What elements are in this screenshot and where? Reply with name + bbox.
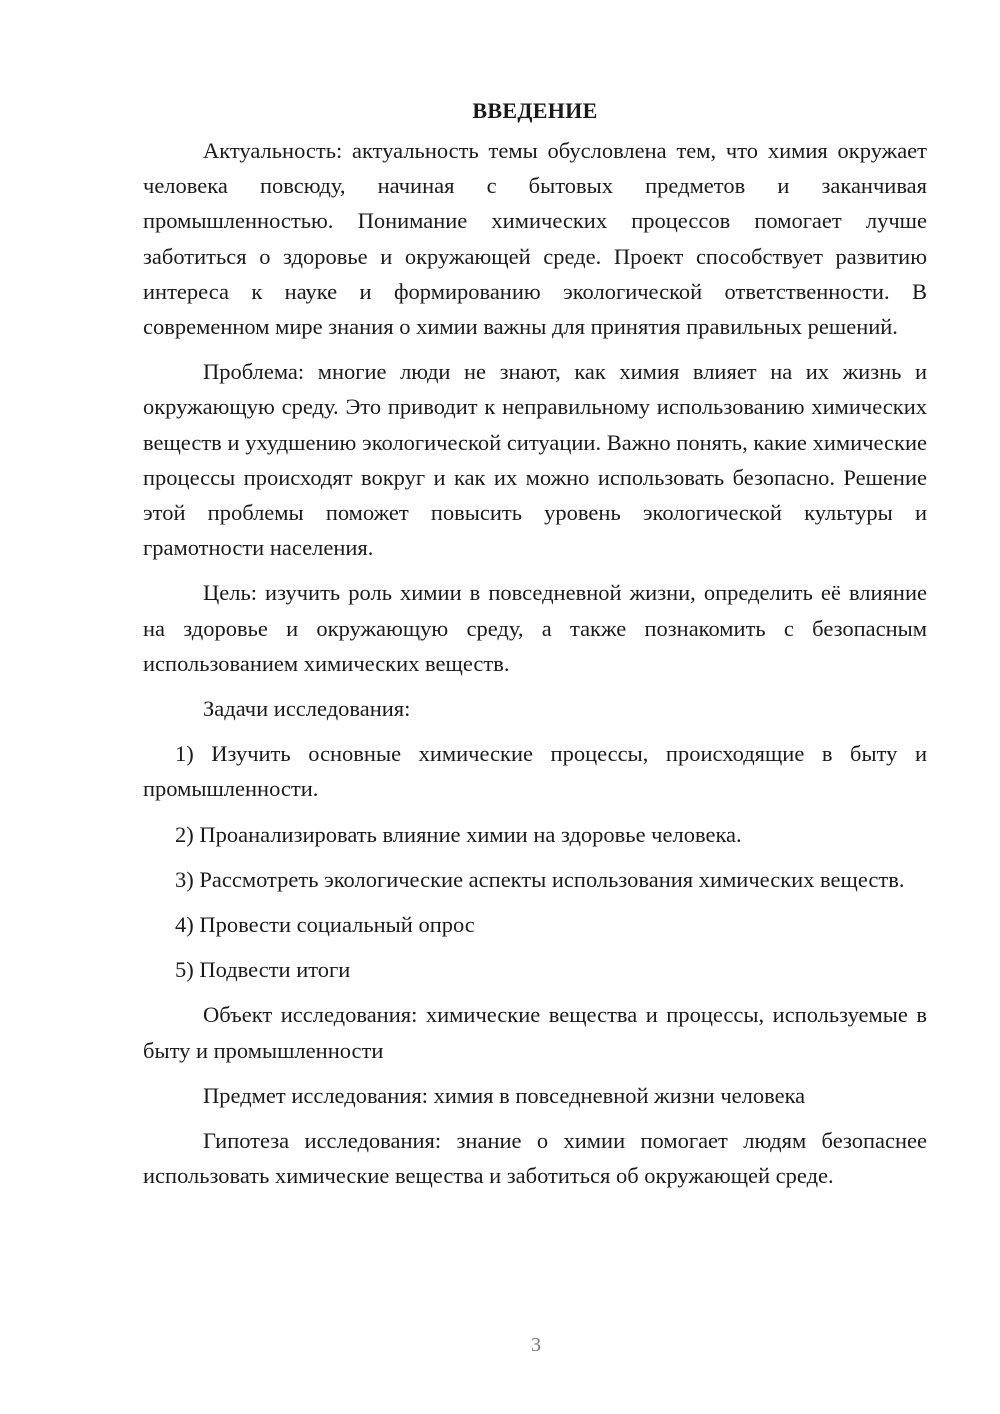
page-title: ВВЕДЕНИЕ	[472, 98, 598, 123]
task-item-3: 3) Рассмотреть экологические аспекты использования химических веществ.	[175, 866, 905, 892]
paragraph-goal: Цель: изучить роль химии в повседневной жизни, определить её влияние на здоровье и окружающую среду, а также познакомить с безопасным использованием химических веществ.	[143, 580, 927, 676]
paragraph-hypothesis: Гипотеза исследования: знание о химии помогает людям безопаснее использовать химические вещества и заботиться об окружающей среде.	[143, 1128, 927, 1189]
page-number: 3	[531, 1334, 541, 1356]
paragraph-problem: Проблема: многие люди не знают, как химия влияет на их жизнь и окружающую среду. Это приводит к неправильному использованию химических веществ и ухудшению экологической ситуации. Важно понять, какие химические процессы происходят вокруг и как их можно использовать безопасно. Решение этой проблемы поможет повысить уровень экологической культуры и грамотности населения.	[143, 359, 927, 561]
task-item-1: 1) Изучить основные химические процессы, происходящие в быту и промышленности.	[143, 741, 927, 802]
task-item-2: 2) Проанализировать влияние химии на здоровье человека.	[175, 821, 742, 847]
document-page	[143, 96, 927, 1193]
paragraph-object: Объект исследования: химические вещества и процессы, используемые в быту и промышленности	[143, 1002, 927, 1063]
paragraph-relevance: Актуальность: актуальность темы обусловлена тем, что химия окружает человека повсюду, начиная с бытовых предметов и заканчивая промышленностью. Понимание химических процессов помогает лучше заботиться о здоровье и окружающей среде. Проект способствует развитию интереса к науке и формированию экологической ответственности. В современном мире знания о химии важны для принятия правильных решений.	[143, 138, 927, 340]
paragraph-tasks-heading: Задачи исследования:	[203, 696, 411, 722]
task-item-4: 4) Провести социальный опрос	[175, 912, 475, 938]
paragraph-subject: Предмет исследования: химия в повседневной жизни человека	[203, 1082, 806, 1108]
task-item-5: 5) Подвести итоги	[175, 957, 351, 983]
